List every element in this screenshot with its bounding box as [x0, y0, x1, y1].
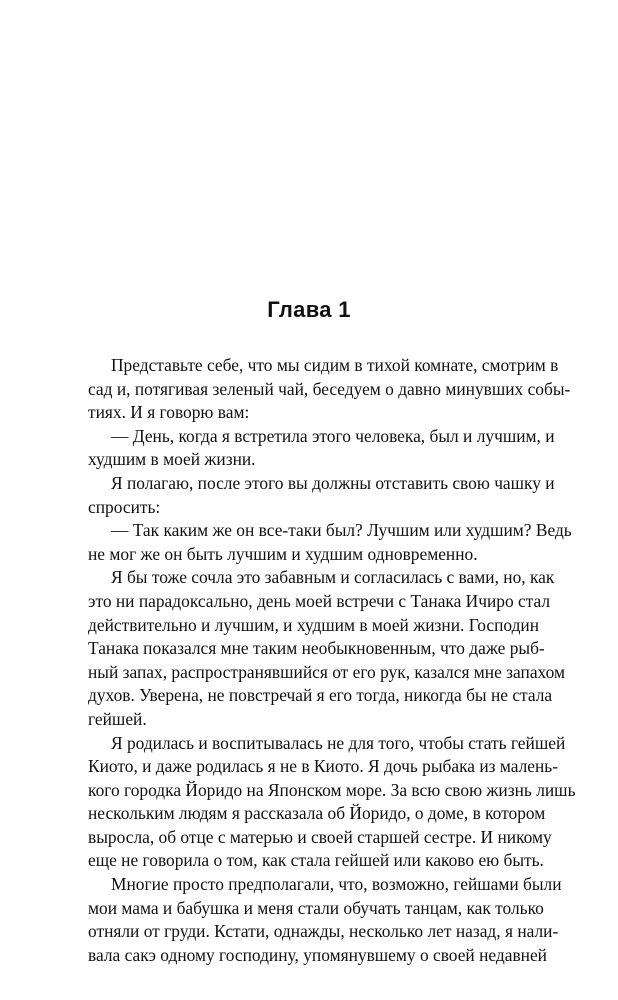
text-line: тиях. И я говорю вам:: [88, 402, 250, 423]
text-line: вала сакэ одному господину, упомянувшему о своей недавней: [88, 944, 547, 965]
text-line: выросла, об отце с матерью и своей старшей сестре. И никому: [88, 826, 552, 847]
paragraph: [88, 566, 565, 731]
text-line: еще не говорила о том, как стала гейшей или каково ею быть.: [88, 850, 544, 871]
paragraph: [88, 472, 555, 519]
text-line: ный запах, распространявшийся от его рук, казался мне запахом: [88, 661, 565, 682]
text-line: сад и, потягивая зеленый чай, беседуем о давно минувших собы-: [88, 378, 571, 399]
text-line: — День, когда я встретила этого человека, был и лучшим, и: [111, 425, 555, 446]
text-line: — Так каким же он все-таки был? Лучшим или худшим? Ведь: [111, 520, 572, 541]
text-line: отняли от груди. Кстати, однажды, несколько лет назад, я нали-: [88, 921, 559, 942]
text-line: Я бы тоже сочла это забавным и согласилась с вами, но, как: [111, 567, 555, 588]
paragraph: [88, 732, 576, 874]
paragraph: [88, 354, 571, 425]
paragraph: [88, 519, 572, 566]
text-line: худшим в моей жизни.: [88, 449, 256, 470]
text-line: Танака показался мне таким необыкновенным, что даже рыб-: [88, 638, 545, 659]
text-line: действительно и лучшим, и худшим в моей жизни. Господин: [88, 614, 540, 635]
text-line: мои мама и бабушка и меня стали обучать танцам, как только: [88, 897, 544, 918]
text-line: нескольким людям я рассказала об Йоридо, о доме, в котором: [88, 803, 546, 824]
text-line: Киото, и даже родилась я не в Киото. Я дочь рыбака из малень-: [88, 756, 559, 777]
text-line: Я родилась и воспитывалась не для того, чтобы стать гейшей: [111, 732, 566, 753]
chapter-body-text: [88, 354, 576, 967]
text-line: не мог же он быть лучшим и худшим одновременно.: [88, 543, 478, 564]
text-line: это ни парадоксально, день моей встречи с Танака Ичиро стал: [88, 590, 551, 611]
chapter-title: Глава 1: [267, 297, 351, 322]
text-line: гейшей.: [88, 708, 147, 729]
text-line: Я полагаю, после этого вы должны отставить свою чашку и: [111, 472, 555, 493]
text-line: Многие просто предполагали, что, возможно, гейшами были: [111, 874, 562, 895]
paragraph: [88, 425, 555, 472]
text-line: Представьте себе, что мы сидим в тихой комнате, смотрим в: [111, 355, 559, 375]
text-line: спросить:: [88, 496, 161, 517]
paragraph: [88, 873, 562, 967]
text-line: кого городка Йоридо на Японском море. За всю свою жизнь лишь: [88, 779, 576, 800]
text-line: духов. Уверена, не повстречай я его тогда, никогда бы не стала: [88, 685, 553, 706]
